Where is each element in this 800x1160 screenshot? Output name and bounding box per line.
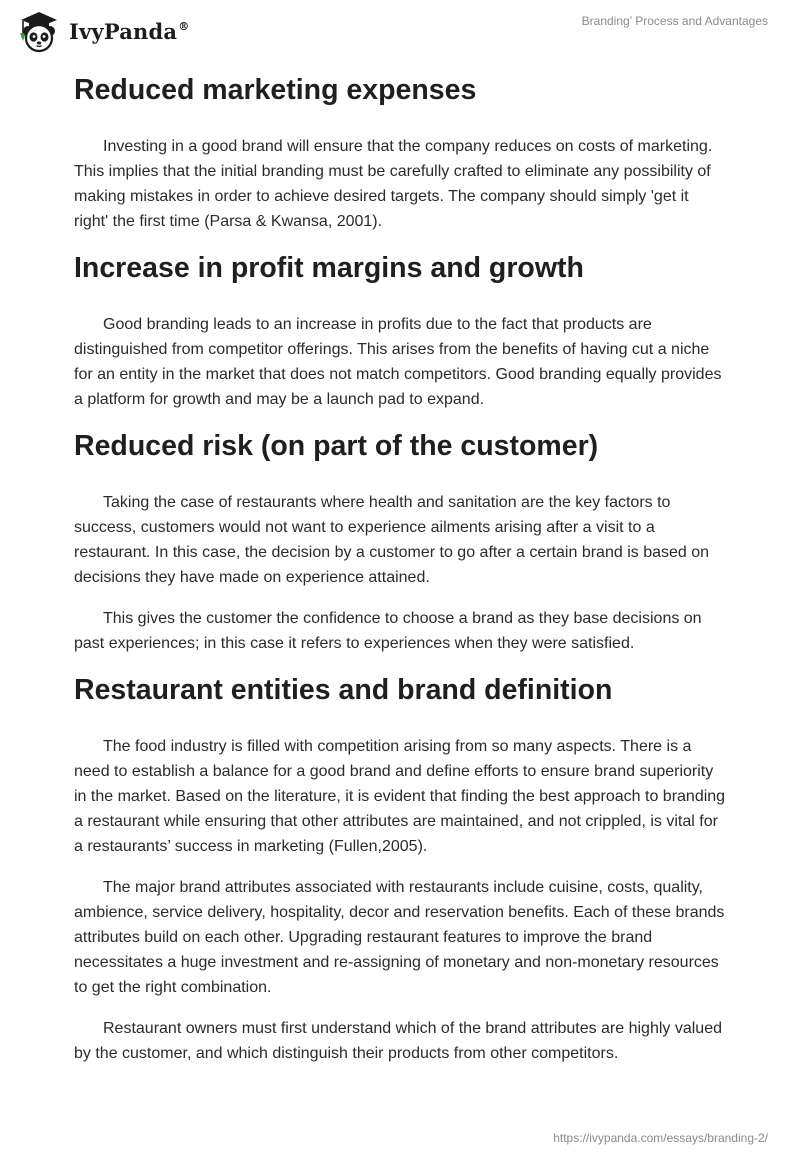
paragraph: Restaurant owners must first understand which of the brand attributes are highly valued by the customer, and which distinguish their products from other competitors.: [74, 1020, 722, 1062]
section-heading: Reduced risk (on part of the customer): [74, 430, 599, 462]
paragraph: The food industry is filled with competition arising from so many aspects. There is a need to establish a balance for a good brand and define efforts to ensure brand superiority in the market. Based on the literature, it is evident that finding the best approach to branding a restaurant while ensuring that other attributes are maintained, and not crippled, is vital for a restaurants’ success in marketing (Fullen,2005).: [74, 738, 726, 855]
logo-text: IvyPanda®: [69, 18, 190, 44]
article-body: [74, 70, 726, 1080]
paragraph: Good branding leads to an increase in profits due to the fact that products are distinguished from competitor offerings. This arises from the benefits of having cut a niche for an entity in the market that does not match competitors. Good branding equally provides a platform for growth and may be a launch pad to expand.: [74, 316, 722, 408]
section-heading: Reduced marketing expenses: [74, 74, 477, 106]
site-logo[interactable]: [15, 9, 189, 53]
section-heading: Restaurant entities and brand definition: [74, 674, 613, 706]
section-increase-in-profit-margins: [74, 248, 726, 412]
section-reduced-risk: [74, 426, 726, 656]
paragraph: This gives the customer the confidence to choose a brand as they base decisions on past experiences; in this case it refers to experiences when they were satisfied.: [74, 610, 702, 652]
paragraph: Investing in a good brand will ensure that the company reduces on costs of marketing. This implies that the initial branding must be carefully crafted to eliminate any possibility of making mistakes in order to achieve desired targets. The company should simply 'get it right' the first time (Parsa & Kwansa, 2001).: [74, 138, 713, 230]
section-heading: Increase in profit margins and growth: [74, 252, 584, 284]
section-reduced-marketing-expenses: [74, 70, 726, 234]
paragraph: The major brand attributes associated with restaurants include cuisine, costs, quality, ambience, service delivery, hospitality, decor and reservation benefits. Each of these brands attributes build on each other. Upgrading restaurant features to improve the brand necessitates a huge investment and re-assigning of monetary and non-monetary resources to get the right combination.: [74, 879, 725, 996]
paragraph: Taking the case of restaurants where health and sanitation are the key factors to success, customers would not want to experience ailments arising after a visit to a restaurant. In this case, the decision by a customer to go after a certain brand is based on decisions they have made on experience attained.: [74, 494, 710, 586]
panda-graduate-icon: [15, 9, 63, 53]
section-restaurant-entities: [74, 670, 726, 1066]
document-title: Branding’ Process and Advantages: [581, 14, 768, 28]
source-url-link[interactable]: https://ivypanda.com/essays/branding-2/: [553, 1131, 768, 1145]
